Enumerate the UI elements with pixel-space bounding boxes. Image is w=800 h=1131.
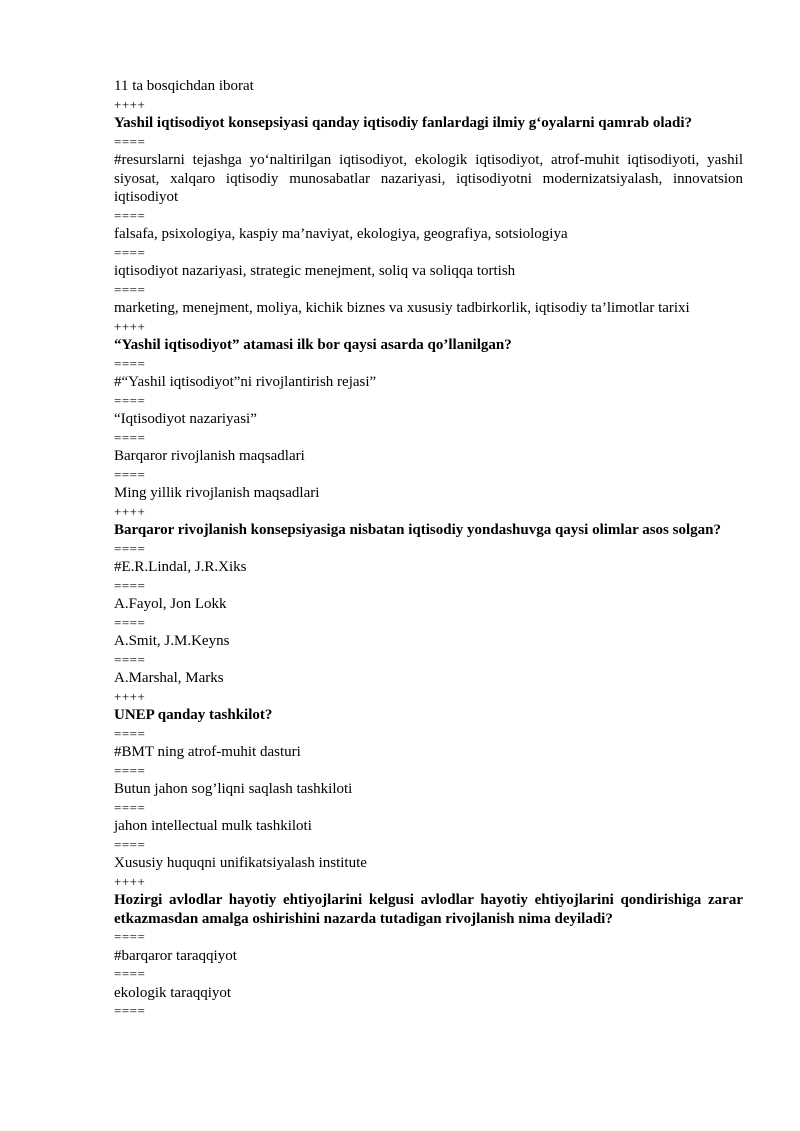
answer-option: jahon intellectual mulk tashkiloti	[114, 818, 312, 834]
answer-option: 11 ta bosqichdan iborat	[114, 78, 254, 94]
answer-option: Xususiy huquqni unifikatsiyalash institute	[114, 855, 367, 871]
question-separator: ++++	[114, 873, 146, 889]
answer-option: A.Fayol, Jon Lokk	[114, 596, 227, 612]
correct-answer-option: #barqaror taraqqiyot	[114, 947, 237, 964]
question-text: Yashil iqtisodiyot konsepsiyasi qanday iqtisodiy fanlardagi ilmiy g‘oyalarni qamrab oladi?	[114, 115, 693, 131]
question-separator: ++++	[114, 503, 146, 519]
option-separator: ====	[114, 651, 146, 667]
question-text: Hozirgi avlodlar hayotiy ehtiyojlarini kelgusi avlodlar hayotiy ehtiyojlarini qondirishiga zarar etkazmasdan amalga oshirishini nazarda tutadigan rivojlanish nima deyiladi?	[114, 892, 743, 927]
correct-answer-option: #BMT ning atrof-muhit dasturi	[114, 744, 301, 760]
answer-option: Ming yillik rivojlanish maqsadlari	[114, 485, 320, 501]
option-separator: ====	[114, 133, 146, 149]
option-separator: ====	[114, 429, 146, 445]
answer-option: Butun jahon sog’liqni saqlash tashkiloti	[114, 781, 353, 797]
option-separator: ====	[114, 799, 146, 815]
answer-option: falsafa, psixologiya, kaspiy ma’naviyat, ekologiya, geografiya, sotsiologiya	[114, 226, 568, 242]
option-separator: ====	[114, 725, 146, 741]
answer-option: iqtisodiyot nazariyasi, strategic menejment, soliq va soliqqa tortish	[114, 263, 516, 279]
answer-option: A.Smit, J.M.Keyns	[114, 633, 230, 649]
option-separator: ====	[114, 762, 146, 778]
answer-option: Barqaror rivojlanish maqsadlari	[114, 448, 305, 464]
answer-option: ekologik taraqqiyot	[114, 984, 232, 1001]
question-text: UNEP qanday tashkilot?	[114, 707, 273, 723]
question-text: “Yashil iqtisodiyot” atamasi ilk bor qaysi asarda qo’llanilgan?	[114, 337, 512, 353]
answer-option: marketing, menejment, moliya, kichik biznes va xususiy tadbirkorlik, iqtisodiy ta’limotlar tarixi	[114, 300, 690, 316]
option-separator: ====	[114, 966, 146, 981]
correct-answer-option: #E.R.Lindal, J.R.Xiks	[114, 559, 247, 575]
option-separator: ====	[114, 466, 146, 482]
option-separator: ====	[114, 392, 146, 408]
option-separator: ====	[114, 929, 146, 944]
correct-answer-option: #resurslarni tejashga yo‘naltirilgan iqtisodiyot, ekologik iqtisodiyot, atrof-muhit iqtisodiyoti, yashil siyosat, xalqaro iqtisodiy munosabatlar nazariyasi, iqtisodiyotni modernizatsiyalash, innovatsion iqtisodiyot	[114, 152, 743, 205]
option-separator: ====	[114, 836, 146, 852]
question-separator: ++++	[114, 96, 146, 112]
answer-option: A.Marshal, Marks	[114, 670, 224, 686]
question-text: Barqaror rivojlanish konsepsiyasiga nisbatan iqtisodiy yondashuvga qaysi olimlar asos solgan?	[114, 522, 721, 538]
correct-answer-option: #“Yashil iqtisodiyot”ni rivojlantirish rejasi”	[114, 374, 377, 390]
answer-option: “Iqtisodiyot nazariyasi”	[114, 411, 257, 427]
option-separator: ====	[114, 281, 146, 297]
option-separator: ====	[114, 207, 146, 223]
option-separator: ====	[114, 614, 146, 630]
document-body	[114, 77, 743, 1021]
option-separator: ====	[114, 1003, 146, 1018]
option-separator: ====	[114, 577, 146, 593]
option-separator: ====	[114, 540, 146, 556]
option-separator: ====	[114, 244, 146, 260]
question-separator: ++++	[114, 318, 146, 334]
option-separator: ====	[114, 355, 146, 371]
question-separator: ++++	[114, 688, 146, 704]
